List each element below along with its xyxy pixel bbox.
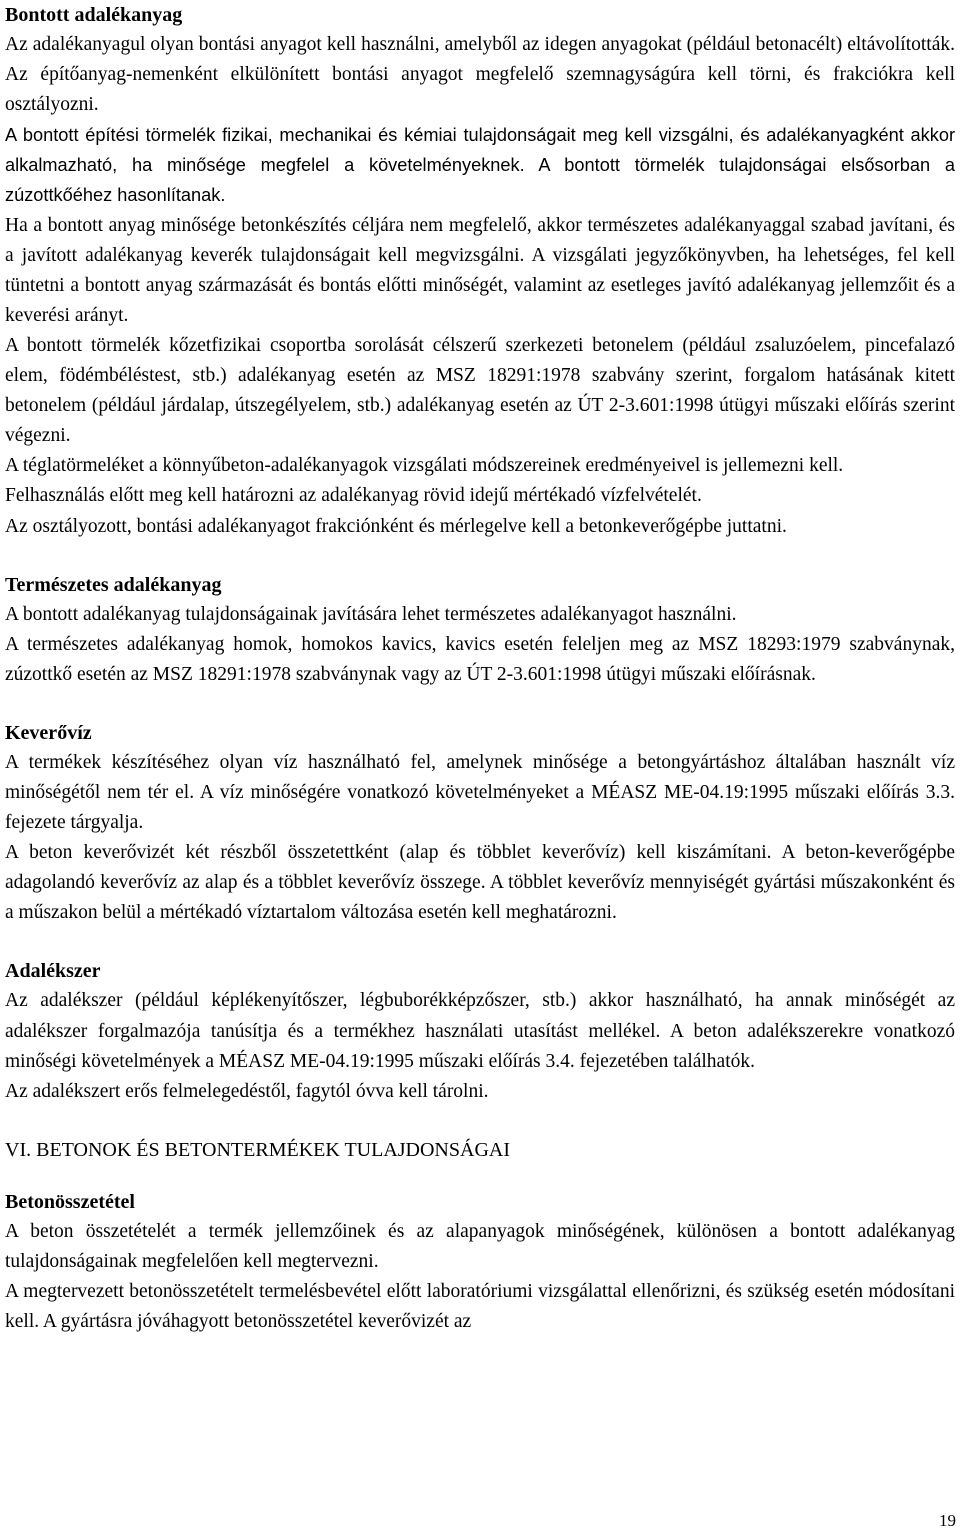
document-page <box>5 0 955 1337</box>
paragraph: A bontott törmelék kőzetfizikai csoportba sorolását célszerű szerkezeti betonelem (például zsaluzóelem, pincefalazó elem, födémbéléstest, stb.) adalékanyag esetén az MSZ 18291:1978 szabvány szerint, forgalom hatásának kitett betonelem (például járdalap, útszegélyelem, stb.) adalékanyag esetén az ÚT 2-3.601:1998 útügyi műszaki előírás szerint végezni. <box>5 334 955 447</box>
section-heading-termeszetes: Természetes adalékanyag <box>5 573 222 596</box>
section-heading-betonosszetetel: Betonösszetétel <box>5 1190 135 1213</box>
paragraph: Az adalékszer (például képlékenyítőszer, légbuborékképzőszer, stb.) akkor használható, ha annak minőségét az adalékszer forgalmazója tanúsítja és a termékhez használati utasítást mellékel. A beton adalékszerekre vonatkozó minőségi követelmények a MÉASZ ME-04.19:1995 műszaki előírás 3.4. fejezetében találhatók. <box>5 990 955 1072</box>
section-spacer <box>5 1107 955 1135</box>
section-heading-adalekszer: Adalékszer <box>5 960 101 983</box>
paragraph: Az adalékszert erős felmelegedéstől, fagytól óvva kell tárolni. <box>5 1080 489 1102</box>
paragraph: A termékek készítéséhez olyan víz használható fel, amelynek minősége a betongyártáshoz általában használt víz minőségétől nem tér el. A víz minőségére vonatkozó követelményeket a MÉASZ ME-04.19:1995 műszaki előírás 3.3. fejezete tárgyalja. <box>5 751 955 834</box>
paragraph: A bontott adalékanyag tulajdonságainak javítására lehet természetes adalékanyagot használni. <box>5 603 737 625</box>
section-spacer <box>5 1165 955 1187</box>
paragraph: Felhasználás előtt meg kell határozni az adalékanyag rövid idejű mértékadó vízfelvételét. <box>5 485 702 507</box>
page-number: 19 <box>939 1511 956 1530</box>
paragraph: Az osztályozott, bontási adalékanyagot frakciónként és mérlegelve kell a betonkeverőgépbe juttatni. <box>5 515 787 537</box>
paragraph: A téglatörmeléket a könnyűbeton-adalékanyagok vizsgálati módszereinek eredményeivel is jellemezni kell. <box>5 455 844 477</box>
paragraph: A megtervezett betonösszetételt termelésbevétel előtt laboratóriumi vizsgálattal ellenőrizni, és szükség esetén módosítani kell. A gyártásra jóváhagyott betonösszetétel keverővizét az <box>5 1281 955 1333</box>
section-spacer <box>5 542 955 570</box>
section-spacer <box>5 928 955 956</box>
paragraph: Ha a bontott anyag minősége betonkészítés céljára nem megfelelő, akkor természetes adalékanyaggal szabad javítani, és a javított adalékanyag keverék tulajdonságait kell megvizsgálni. A vizsgálati jegyzőkönyvben, ha lehetséges, fel kell tüntetni a bontott anyag származását és bontás előtti minőségét, valamint az esetleges javító adalékanyag jellemzőit és a keverési arányt. <box>5 214 955 326</box>
chapter-heading: VI. BETONOK ÉS BETONTERMÉKEK TULAJDONSÁGAI <box>5 1138 510 1161</box>
paragraph: A beton keverővizét két részből összetettként (alap és többlet keverővíz) kell kiszámítani. A beton-keverőgépbe adagolandó keverővíz az alap és a többlet keverővíz összege. A többlet keverővíz mennyiségét gyártási műszakonként és a műszakon belül a mértékadó víztartalom változása esetén kell meghatározni. <box>5 842 955 924</box>
section-heading-keverovíz: Keverővíz <box>5 721 92 744</box>
paragraph: A beton összetételét a termék jellemzőinek és az alapanyagok minőségének, különösen a bontott adalékanyag tulajdonságainak megfelelően kell megtervezni. <box>5 1220 955 1272</box>
paragraph: A bontott építési törmelék fizikai, mechanikai és kémiai tulajdonságait meg kell vizsgálni, és adalékanyagként akkor alkalmazható, ha minősége megfelel a követelményeknek. A bontott törmelék tulajdonságai elsősorban a zúzottkőéhez hasonlítanak. <box>5 125 955 206</box>
paragraph: A természetes adalékanyag homok, homokos kavics, kavics esetén feleljen meg az MSZ 18293:1979 szabványnak, zúzottkő esetén az MSZ 18291:1978 szabványnak vagy az ÚT 2-3.601:1998 útügyi műszaki előírásnak. <box>5 633 955 685</box>
section-heading-bontott: Bontott adalékanyag <box>5 4 183 26</box>
section-spacer <box>5 690 955 718</box>
paragraph: Az adalékanyagul olyan bontási anyagot kell használni, amelyből az idegen anyagokat (például betonacélt) eltávolították. Az építőanyag-nemenként elkülönített bontási anyagot megfelelő szemnagyságúra kell törni, és frakciókra kell osztályozni. <box>5 34 955 116</box>
